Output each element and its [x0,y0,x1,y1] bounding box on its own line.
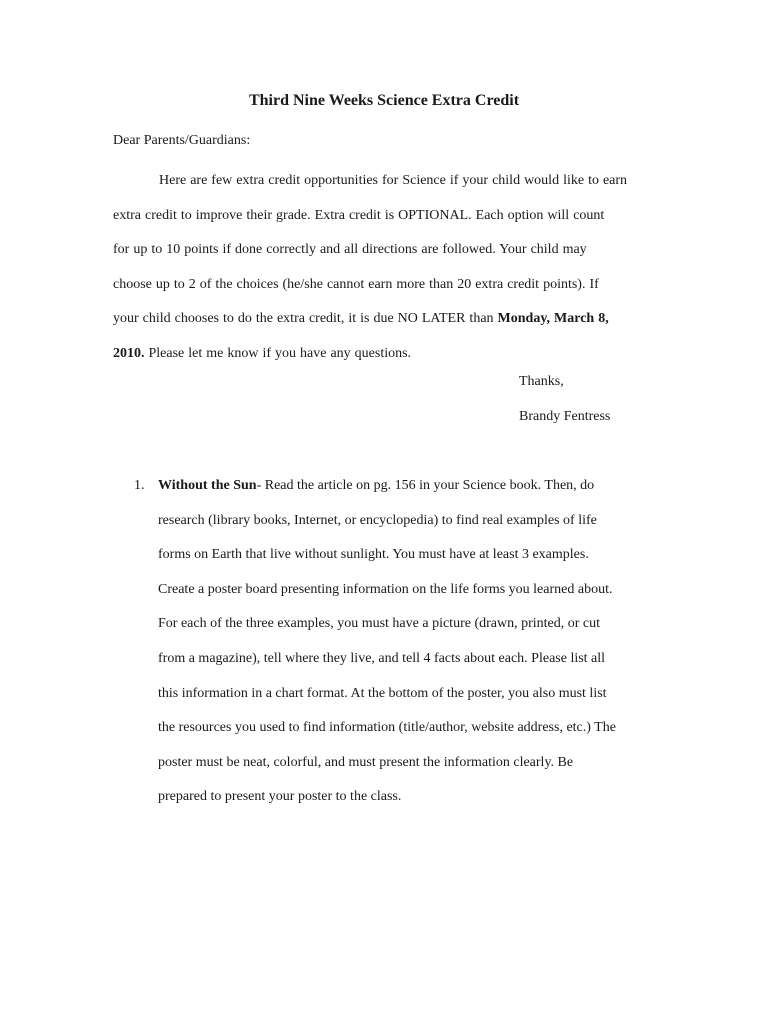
closing-line [113,337,658,372]
due-date-part1: Monday, March 8, [497,311,609,326]
intro-paragraph [113,164,658,371]
item-number: 1. [134,478,145,493]
signer-name: Brandy Fentress [519,409,611,424]
item-line: from a magazine), tell where they live, and tell 4 facts about each. Please list all [158,650,606,666]
item-body [158,476,668,822]
item-first-line [158,476,668,511]
closing-thanks: Thanks, [519,374,564,389]
intro-line-4: choose up to 2 of the choices (he/she cannot earn more than 20 extra credit points). If [113,276,599,292]
item-first-line-rest: - Read the article on pg. 156 in your Science book. Then, do [256,478,595,493]
item-line: For each of the three examples, you must have a picture (drawn, printed, or cut [158,616,601,632]
item-line: research (library books, Internet, or encyclopedia) to find real examples of life [158,512,597,528]
intro-line-2: extra credit to improve their grade. Extra credit is OPTIONAL. Each option will count [113,207,605,223]
item-line: Create a poster board presenting information on the life forms you learned about. [158,581,613,597]
due-line-prefix: your child chooses to do the extra credit, it is due NO LATER than [113,311,498,326]
intro-line-1: Here are few extra credit opportunities for Science if your child would like to earn [159,173,628,188]
item-line: this information in a chart format. At the bottom of the poster, you also must list [158,685,607,701]
item-line: prepared to present your poster to the class. [158,789,402,805]
closing-line-suffix: Please let me know if you have any questions. [144,345,412,361]
item-line: forms on Earth that live without sunlight. You must have at least 3 examples. [158,547,589,563]
item-heading: Without the Sun [158,478,257,493]
item-line: the resources you used to find information (title/author, website address, etc.) The [158,720,616,736]
document-title: Third Nine Weeks Science Extra Credit [248,92,520,109]
salutation: Dear Parents/Guardians: [113,133,251,148]
intro-line-3: for up to 10 points if done correctly and all directions are followed. Your child may [113,242,587,257]
item-line: poster must be neat, colorful, and must present the information clearly. Be [158,754,574,770]
due-line [113,302,658,337]
due-date-part2: 2010. [113,345,145,361]
